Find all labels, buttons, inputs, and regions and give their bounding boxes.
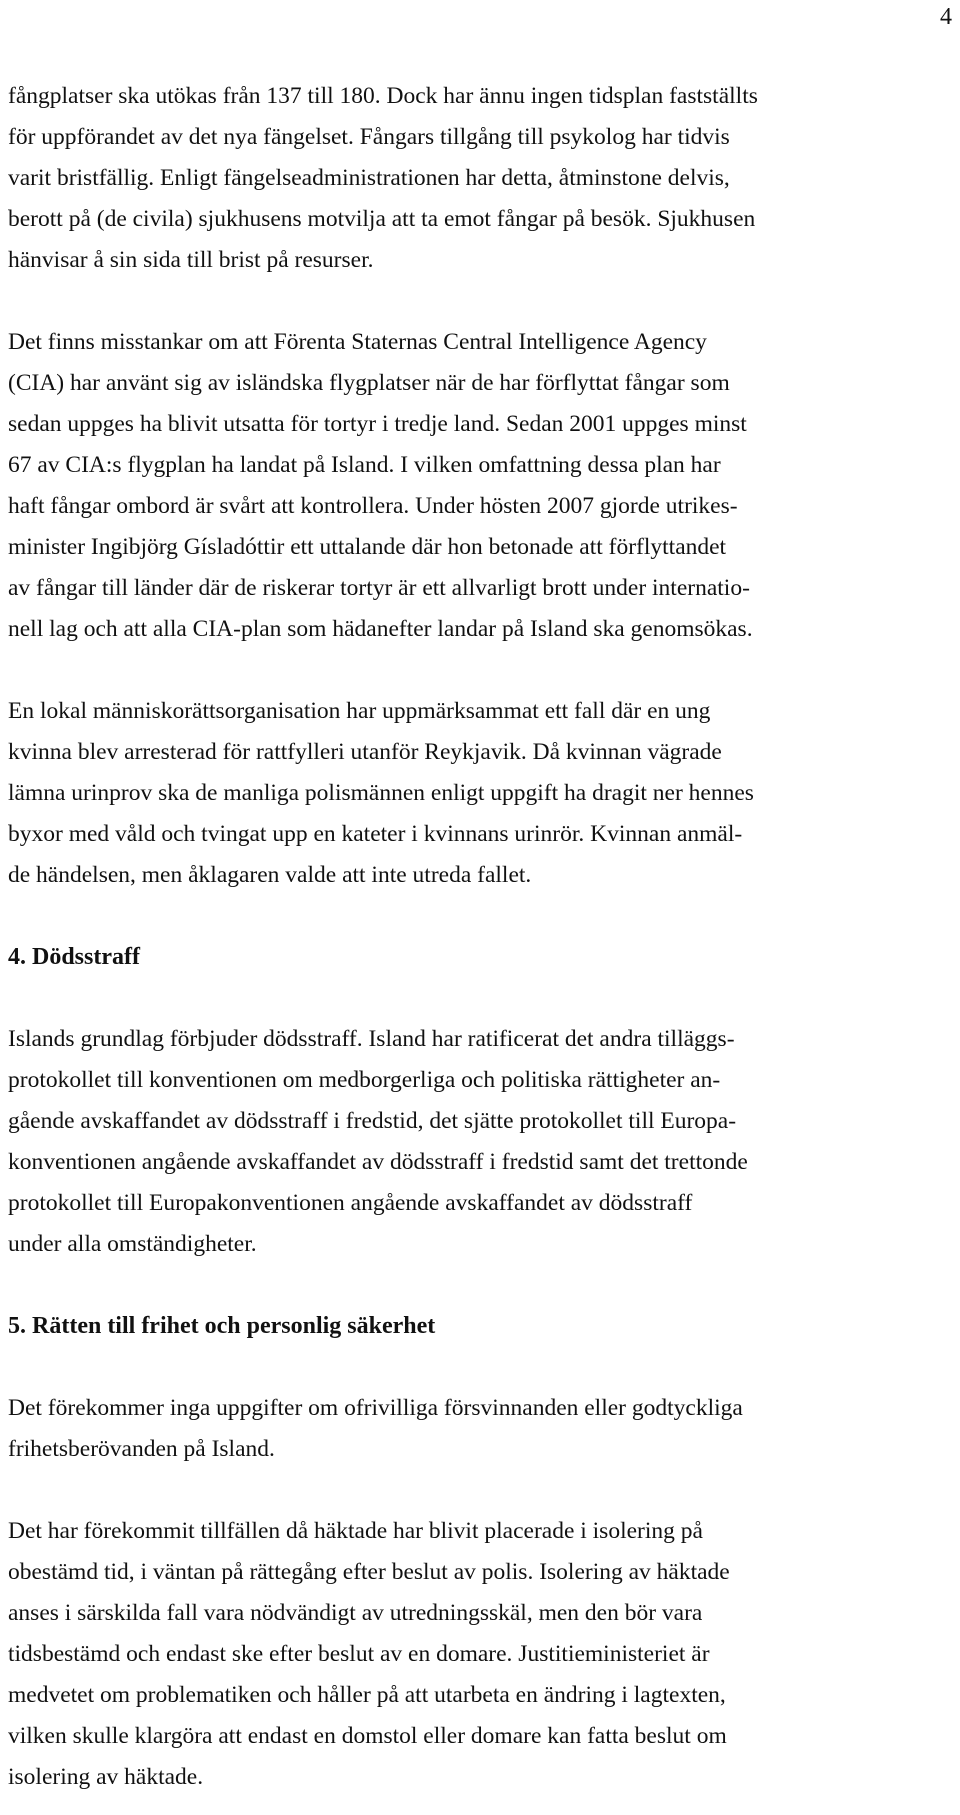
text-line: anses i särskilda fall vara nödvändigt av utredningsskäl, men den bör vara [8, 1600, 703, 1626]
text-line: nell lag och att alla CIA-plan som hädanefter landar på Island ska genomsökas. [8, 616, 753, 642]
paragraph-spacer [8, 896, 952, 937]
text-line: Islands grundlag förbjuder dödsstraff. Island har ratificerat det andra tilläggs- [8, 1026, 735, 1052]
text-line: (CIA) har använt sig av isländska flygplatser när de har förflyttat fångar som [8, 370, 730, 396]
paragraph-cia-flights [8, 322, 952, 650]
text-line: haft fångar ombord är svårt att kontrollera. Under hösten 2007 gjorde utrikes- [8, 493, 738, 519]
paragraph-disappearances [8, 1388, 952, 1470]
text-line: frihetsberövanden på Island. [8, 1436, 275, 1462]
document-body [8, 76, 952, 1798]
text-line: varit bristfällig. Enligt fängelseadministrationen har detta, åtminstone delvis, [8, 165, 730, 191]
text-line: 67 av CIA:s flygplan ha landat på Island. I vilken omfattning dessa plan har [8, 452, 721, 478]
text-line: hänvisar å sin sida till brist på resurser. [8, 247, 374, 273]
text-line: byxor med våld och tvingat upp en kateter i kvinnans urinrör. Kvinnan anmäl- [8, 821, 743, 847]
paragraph-spacer [8, 1265, 952, 1306]
text-line: En lokal människorättsorganisation har uppmärksammat ett fall där en ung [8, 698, 711, 724]
text-line: för uppförandet av det nya fängelset. Fångars tillgång till psykolog har tidvis [8, 124, 730, 150]
text-line: fångplatser ska utökas från 137 till 180. Dock har ännu ingen tidsplan fastställts [8, 83, 758, 109]
text-line: protokollet till Europakonventionen angående avskaffandet av dödsstraff [8, 1190, 693, 1216]
text-line: Det har förekommit tillfällen då häktade har blivit placerade i isolering på [8, 1518, 703, 1544]
text-line: Det förekommer inga uppgifter om ofrivilliga försvinnanden eller godtyckliga [8, 1395, 743, 1421]
section-heading-death-penalty: 4. Dödsstraff [8, 944, 140, 970]
paragraph-prison-places [8, 76, 952, 281]
text-line: av fångar till länder där de riskerar tortyr är ett allvarligt brott under internatio- [8, 575, 750, 601]
text-line: berott på (de civila) sjukhusens motvilja att ta emot fångar på besök. Sjukhusen [8, 206, 756, 232]
paragraph-spacer [8, 1347, 952, 1388]
paragraph-spacer [8, 1470, 952, 1511]
text-line: kvinna blev arresterad för rattfylleri utanför Reykjavik. Då kvinnan vägrade [8, 739, 722, 765]
text-line: vilken skulle klargöra att endast en domstol eller domare kan fatta beslut om [8, 1723, 727, 1749]
paragraph-death-penalty [8, 1019, 952, 1265]
text-line: gående avskaffandet av dödsstraff i fredstid, det sjätte protokollet till Europa- [8, 1108, 737, 1134]
text-line: sedan uppges ha blivit utsatta för tortyr i tredje land. Sedan 2001 uppges minst [8, 411, 747, 437]
text-line: obestämd tid, i väntan på rättegång efter beslut av polis. Isolering av häktade [8, 1559, 730, 1585]
page-number: 4 [940, 4, 952, 30]
section-heading-liberty-security: 5. Rätten till frihet och personlig säkerhet [8, 1313, 436, 1339]
text-line: protokollet till konventionen om medborgerliga och politiska rättigheter an- [8, 1067, 721, 1093]
paragraph-spacer [8, 281, 952, 322]
text-line: konventionen angående avskaffandet av dödsstraff i fredstid samt det trettonde [8, 1149, 748, 1175]
paragraph-spacer [8, 978, 952, 1019]
text-line: Det finns misstankar om att Förenta Staternas Central Intelligence Agency [8, 329, 707, 355]
text-line: tidsbestämd och endast ske efter beslut av en domare. Justitieministeriet är [8, 1641, 710, 1667]
text-line: under alla omständigheter. [8, 1231, 257, 1257]
text-line: lämna urinprov ska de manliga polismännen enligt uppgift ha dragit ner hennes [8, 780, 754, 806]
text-line: isolering av häktade. [8, 1764, 204, 1790]
text-line: minister Ingibjörg Gísladóttir ett uttalande där hon betonade att förflyttandet [8, 534, 727, 560]
paragraph-spacer [8, 650, 952, 691]
paragraph-human-rights-case [8, 691, 952, 896]
text-line: de händelsen, men åklagaren valde att inte utreda fallet. [8, 862, 532, 888]
paragraph-isolation [8, 1511, 952, 1798]
text-line: medvetet om problematiken och håller på att utarbeta en ändring i lagtexten, [8, 1682, 726, 1708]
